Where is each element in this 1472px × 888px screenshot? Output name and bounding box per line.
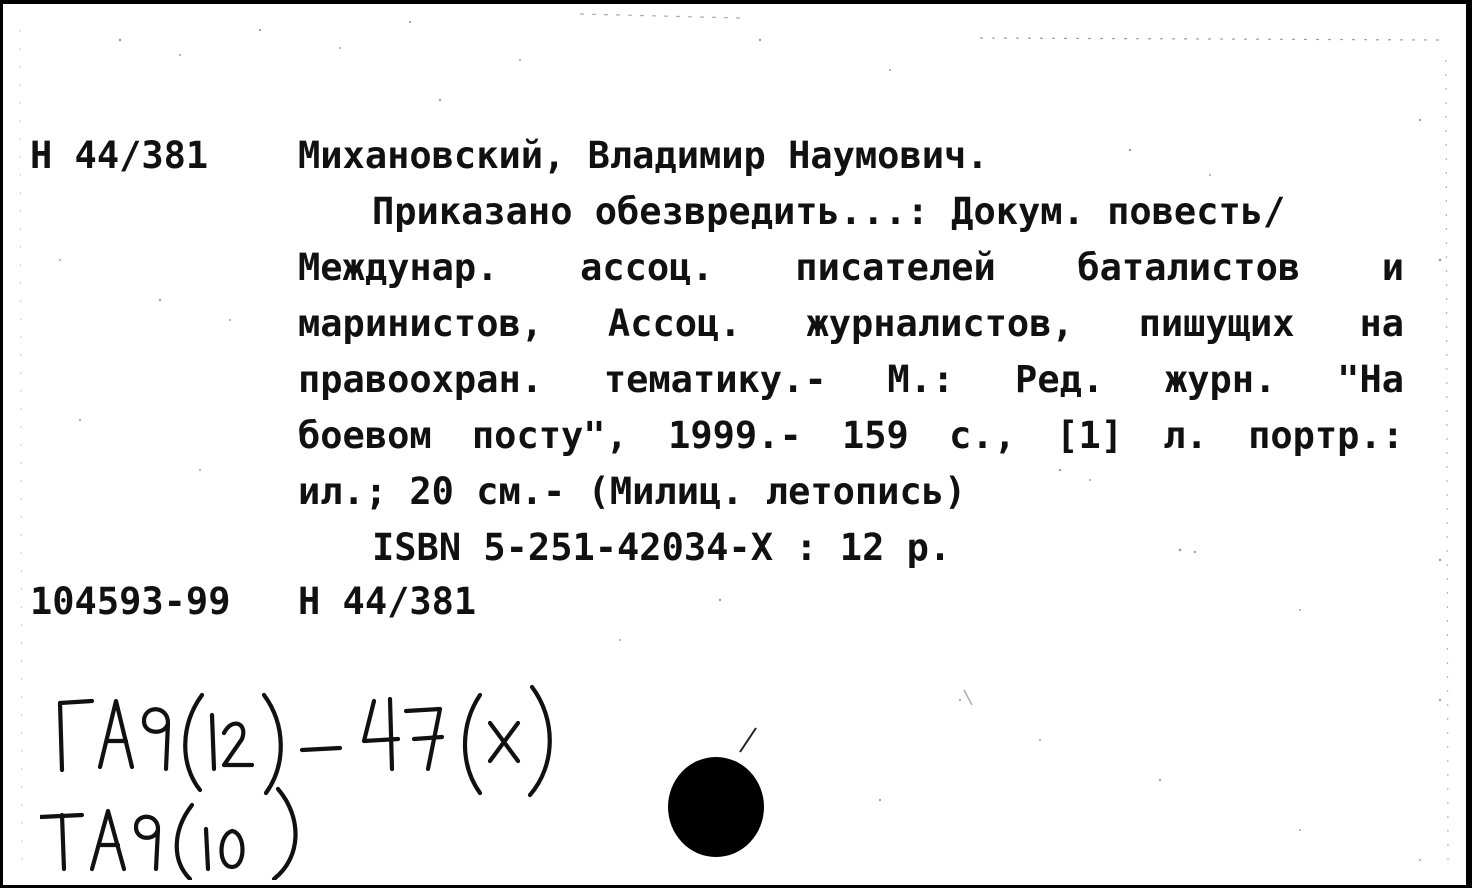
entry-author-line: Михановский, Владимир Наумович. <box>298 134 989 177</box>
scan-edge-top <box>0 0 1472 4</box>
call-number: Н 44/381 <box>30 134 209 177</box>
entry-line-7: ил.; 20 см.- (Милиц. летопись) <box>298 470 967 513</box>
entry-title-line: Приказано обезвредить...: Докум. повесть/ <box>372 190 1286 233</box>
scan-edge-right <box>1466 0 1472 888</box>
shelf-mark-repeat: Н 44/381 <box>298 580 477 623</box>
card-punch-hole <box>668 757 764 857</box>
handwritten-classification <box>40 665 580 880</box>
entry-line-6: боевом посту", 1999.- 159 с., [1] л. портр.: <box>298 414 1404 457</box>
bibliographic-entry <box>298 128 1404 576</box>
entry-line-5: правоохран. тематику.- М.: Ред. журн. "На <box>298 358 1404 401</box>
entry-line-3: Междунар. ассоц. писателей баталистов и <box>298 246 1404 289</box>
entry-line-4: маринистов, Ассоц. журналистов, пишущих на <box>298 302 1404 345</box>
accession-number: 104593-99 <box>30 580 231 623</box>
entry-isbn-line: ISBN 5-251-42034-X : 12 р. <box>372 526 952 569</box>
scan-edge-left <box>0 0 3 888</box>
